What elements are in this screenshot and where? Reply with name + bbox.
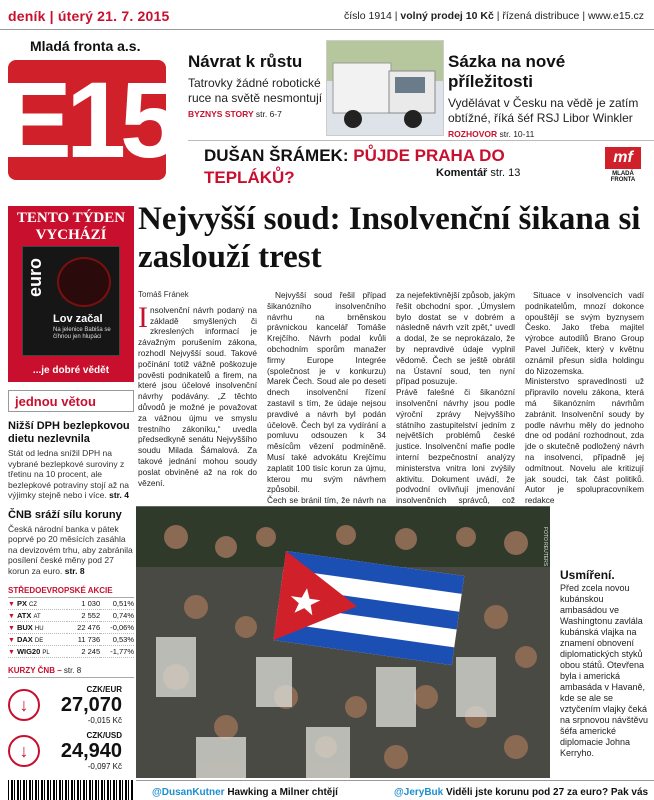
fx-pair: CZK/USD [86,731,122,740]
teaser-section: ROZHOVOR str. 10-11 [448,129,535,139]
fx-row [8,682,134,728]
tweet-handle[interactable]: @JeryBuk [394,787,444,798]
stock-row: ▼ BUX HU 22 476 -0,06% [8,623,134,632]
fx-row [8,728,134,774]
news-text: Česká národní banka v pátek poprvé po 20 měsících zasáhla na devizovém trhu, aby zabránila posílení české měny pod 27 korun za euro. [8,523,133,576]
promo-title: TENTO TÝDEN VYCHÁZÍ [16,210,126,243]
news-page: str. 4 [109,490,129,500]
mf-logo-caption: MLADÁ FRONTA [610,171,636,183]
e15-logo [0,59,175,180]
stock-row: ▼ DAX DE 11 736 0,53% [8,635,134,644]
fx-change: -0,015 Kč [87,716,122,725]
commentary-ref: Komentář str. 13 [436,167,521,179]
stock-row: ▼ ATX AT 2 552 0,74% [8,611,134,620]
fx-rate: 27,070 [60,694,122,716]
truck-photo [326,40,444,136]
fx-change: -0,097 Kč [87,762,122,771]
lead-headline[interactable]: Nejvyšší soud: Insolvenční šikana si zaslouží trest [138,201,641,275]
tweet[interactable] [152,787,338,798]
price: 10 Kč [465,10,494,22]
tweet-text: Viděli jste korunu pod 27 za euro? Pak vás [446,787,649,798]
commentary-banner[interactable] [188,140,654,185]
cover-sub: Na jelenice Babiša se číhnou jen hlupáci [53,327,111,340]
section-jednou-vetou: jednou větou [8,390,134,412]
caption-text: Před zcela novou kubánskou ambasádou ve Washingtonu zavlála kubánská vlajka na znamení obnovení diplomatických styků obou států. Otevřena byla i americká ambasáda v Havaně, kde se ale se vztyčením vlajky čeká na srpnovou návštěvu šéfa americké diplomacie Johna Kerryho. [560,583,649,758]
article-column-2: Nejvyšší soud řešil případ šikanózního insolvenčního návrhu na brněnskou právnickou kancelář Tomáše Krejčího. Návrh podal kvůli obchodním sporům manažer firmy Europe Integrée (společnost je v konkurzu) Marek Čech. Soud ale po deseti dnech insolvenční řízení zastavil s tím, že údaje nejsou pravdivé a návrh byl podán účelově. Čech byl za vydírání a pomluvu odsouzen k 34 měsícům vězení podmíněně. Musí také advokátu Krejčímu zaplatit 100 tisíc korun za újmu, kterou mu svým návrhem způsobil. Čech se bránil tím, že návrh na [267,290,386,506]
teaser-tatra[interactable] [188,52,328,119]
news-page: str. 8 [64,565,85,576]
down-arrow-icon: ▼ [8,613,15,620]
teaser-title: Návrat k růstu [188,52,303,71]
photo-caption [560,570,652,759]
cover-brand: euro [25,257,45,297]
caption-title: Usmíření. [560,568,615,582]
news-title: ČNB sráží sílu koruny [8,508,122,521]
issue-number: číslo 1914 [343,10,392,22]
masthead-strip [0,0,654,30]
down-arrow-icon: ▼ [8,637,15,644]
down-arrow-icon: ↓ [8,689,40,721]
brand-block [0,38,175,180]
news-text: Stát od ledna snížil DPH na vybrané bezlepkové suroviny z třetinu na 10 procent, ale bezlepkové potraviny stojí až na výjimky stejně nebo i více. [8,448,129,500]
fx-title: KURZY ČNB – str. 8 [8,666,134,678]
tweet-strip [136,780,654,800]
distribution: řízená distribuce [502,10,580,22]
article-columns [138,290,644,517]
mf-logo [602,147,644,183]
euro-cover-image [22,246,120,356]
down-arrow-icon: ▼ [8,649,15,656]
price-prefix: volný prodej [400,10,463,22]
logo-text: E15 [0,59,175,180]
masthead-date: deník | úterý 21. 7. 2015 [8,8,170,24]
down-arrow-icon: ▼ [8,625,15,632]
down-arrow-icon: ▼ [8,601,15,608]
article-column-3: za nejefektivnější způsob, jakým řešit obchodní spor. „Úmyslem bylo dostat se v dobrém a následně návrh vzít zpět,“ uvedl a dodal, že se neprokázalo, že by nepravdivé údaje vyplnil vědomě. Čech se ještě obrátil na Ústavní soud, ten nyní případ posuzuje. Právě falešné či šikanózní insolvenční návrhy jsou podle výroční zprávy Nejvyššího státního zastupitelství jedním z největších problémů české justice. Insolvenční mafie podle interní bezpečnostní analýzy ministerstva vnitra loni zvýšily aktivitu. Dokument uvádí, že podvodní ovlivňují jmenování insolvenčních správců, což [396,290,515,506]
news-title: Nižší DPH bezlepkovou dietu nezlevnila [8,420,130,445]
left-sidebar [8,206,134,774]
fx-pair: CZK/EUR [86,685,122,694]
teaser-text: Tatrovky žádné robotické ruce na světě nesmontují [188,76,323,105]
article-column-4: Situace v insolvencích vadí podnikatelům, mnozí dokonce opouštějí se svým byznysem Česko. Jako třeba majitel výrobce autodílů Brano Group Pavel Juříček, který v květnu oznámil přesun sídla holdingu do Nizozemska. Ministerstvo spravedlnosti už připravilo novelu zákona, která má šikanózním návrhům zabránit. Insolvenční soudy by podle návrhu měly do jednoho dne od podání rozhodnout, zda jde o skutečně podložený návrh na insolvenci, případně jej odmítnout. Novelu ale kritizují jak soudci, tak část politiků. Autor je spolupracovníkem redakce [525,290,644,506]
publisher-name: Mladá fronta a.s. [30,38,141,54]
cover-headline: Lov začal [53,313,103,325]
fx-rates [8,666,134,774]
byline: Tomáš Fránek [138,290,189,299]
dropcap: I [138,300,148,334]
commentary-title: PŮJDE PRAHA DO TEPLÁKŮ? [204,146,505,187]
article-column-1 [138,290,257,517]
mf-logo-mark: mf [605,147,641,169]
tweet[interactable] [394,787,648,798]
stock-row: ▼ PX CZ 1 030 0,51% [8,599,134,608]
teaser-section: BYZNYS STORY str. 6-7 [188,109,282,119]
commentary-author: DUŠAN ŠRÁMEK: [204,146,349,165]
teaser-title: Sázka na nové příležitosti [448,52,566,91]
down-arrow-icon: ↓ [8,735,40,767]
stocks-table [8,586,134,658]
tweet-text: Hawking a Milner chtějí [227,787,338,798]
teaser-text: Vydělávat v Česku na vědě je zatím obtížné, říká šéf RSJ Libor Winkler [448,96,639,125]
teaser-winkler[interactable] [448,52,648,139]
stock-row: ▼ WIG20 PL 2 245 -1,77% [8,647,134,656]
deer-emblem [57,257,111,307]
barcode [8,780,134,800]
euro-promo[interactable] [8,206,134,382]
tweet-handle[interactable]: @DusanKutner [152,787,225,798]
news-item[interactable] [8,420,134,501]
column-text: nsolvenční návrh podaný na základě smyšlených či zkreslených informací je závažným porušením zákona, rozhodl Nejvyšší soud. Takové počínání totiž vážně poškozuje pověsti podnikatelů a firem, na které jsou účelové insolvenční návrhy podávány. „Z těchto důvodů je možné je považovat za vážnou újmu ve smyslu trestního zákoníku,“ uvedla předsedkyně senátu Nejvyššího soudu Milada Šámalová. Za takové jednání mohou soudy poslat obviněné až na rok do vězení. [138,304,257,488]
fx-rate: 24,940 [60,740,122,762]
cuba-flag-photo [136,506,550,778]
promo-tagline: ...je dobré vědět [32,365,110,376]
lead-article [136,200,646,506]
site-url[interactable]: www.e15.cz [587,10,644,22]
photo-credit: FOTO REUTERS [542,527,548,567]
stocks-title: STŘEDOEVROPSKÉ AKCIE [8,586,134,598]
news-item[interactable] [8,509,134,577]
masthead-info: číslo 1914 | volný prodej 10 Kč | řízená distribuce | www.e15.cz [343,10,644,22]
